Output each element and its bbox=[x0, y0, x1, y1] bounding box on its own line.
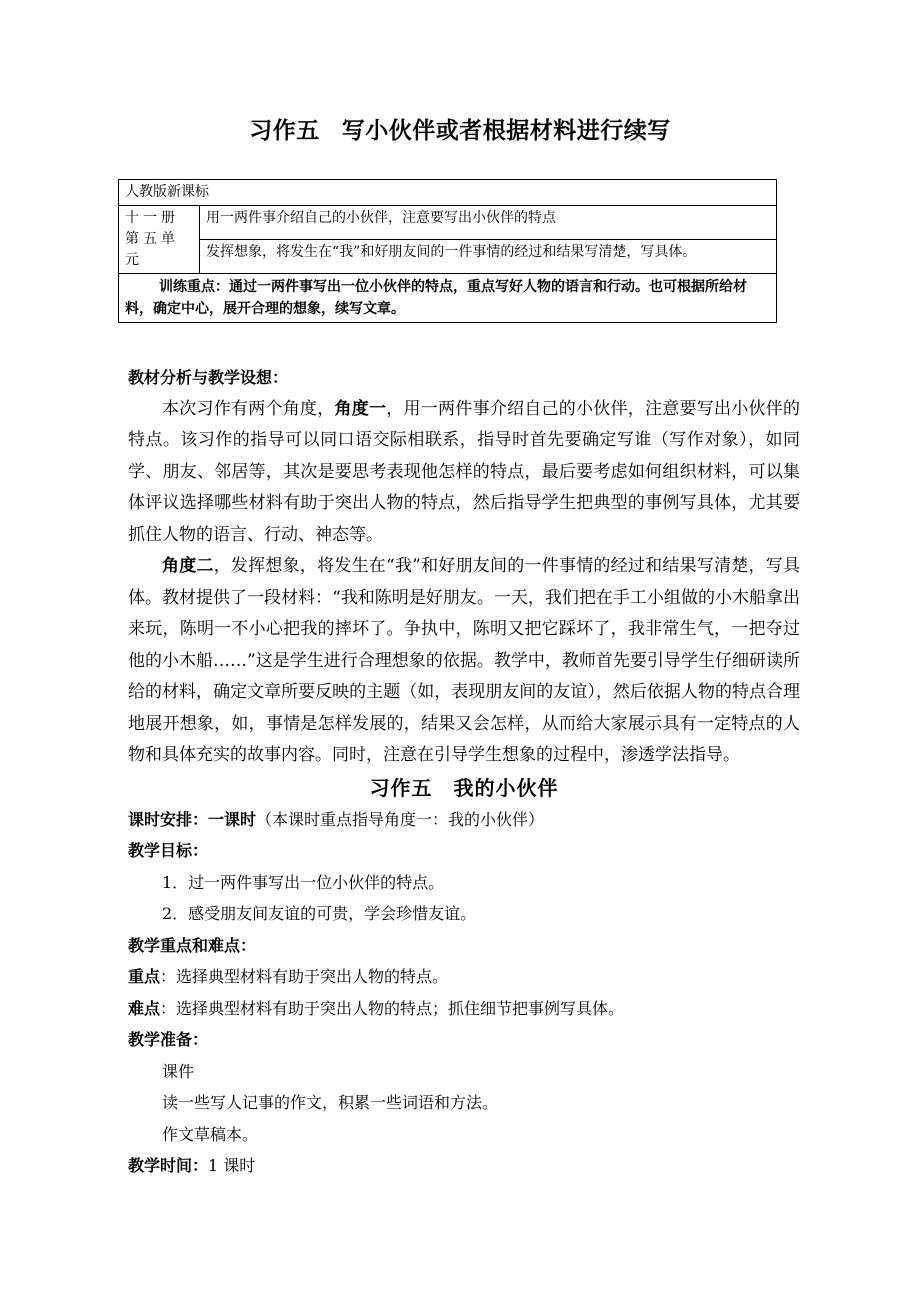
page-title bbox=[0, 112, 920, 145]
goal-item-2: 2．感受朋友间友谊的可贵，学会珍惜友谊。 bbox=[162, 904, 477, 923]
title-strong: 习作五 bbox=[249, 117, 320, 144]
p2-text-b: ，发挥想象，将发生在“我”和好朋友间的一件事情的经过和结果写清楚，写具体。教材提供了一段材料：“我和陈明是好朋友。一天，我们把在手工小组做的小木船拿出来玩，陈明一不小心把我的摔坏了。争执中，陈明又把它踩坏了，我非常生气，一把夺过他的小木船……”这是学生进行合理想象的依据。教学中，教师首先要引导学生仔细研读所给的材料，确定文章所要反映的主题（如，表现朋友间的友谊），然后依据人物的特点合理地展开想象，如，事情是怎样发展的，结果又会怎样，从而给大家展示具有一定特点的人物和具体充实的故事内容。同时，注意在引导学生想象的过程中，渗透学法指导。 bbox=[128, 556, 800, 765]
topic1-cell: 用一两件事介绍自己的小伙伴，注意要写出小伙伴的特点 bbox=[200, 206, 777, 240]
p1-angle-one: 角度一 bbox=[334, 398, 387, 419]
table-row bbox=[119, 206, 777, 240]
goal-item-1: 1．过一两件事写出一位小伙伴的特点。 bbox=[162, 872, 445, 892]
lesson-title: 习作五 我的小伙伴 bbox=[369, 775, 559, 800]
time-value: 1 课时 bbox=[208, 1156, 256, 1175]
schedule-note: （本课时重点指导角度一：我的小伙伴） bbox=[256, 809, 545, 829]
table-row bbox=[119, 180, 777, 206]
p1-text-a: 本次习作有两个角度， bbox=[162, 398, 335, 419]
title-rest: 写小伙伴或者根据材料进行续写 bbox=[341, 117, 671, 144]
time-label: 教学时间： bbox=[128, 1156, 209, 1175]
p1-text-c: ，用一两件事介绍自己的小伙伴，注意要写出小伙伴的特点。该习作的指导可以同口语交际相联系，指导时首先要确定写谁（写作对象），如同学、朋友、邻居等，其次是要思考表现他怎样的特点，最后要考虑如何组织材料，可以集体评议选择哪些材料有助于突出人物的特点，然后指导学生把典型的事例写具体，尤其要抓住人物的语言、行动、神态等。 bbox=[128, 398, 800, 545]
topic2-cell: 发挥想象，将发生在“我”和好朋友间的一件事情的经过和结果写清楚，写具体。 bbox=[200, 240, 777, 274]
key-difficulty-heading: 教学重点和难点： bbox=[128, 935, 257, 955]
schedule-label: 课时安排：一课时 bbox=[128, 809, 257, 829]
analysis-heading: 教材分析与教学设想： bbox=[128, 368, 289, 387]
difficulty-line bbox=[128, 993, 800, 1025]
table-row bbox=[119, 240, 777, 274]
prep-heading: 教学准备： bbox=[128, 1030, 209, 1049]
p2-angle-two: 角度二 bbox=[162, 556, 214, 576]
time-line bbox=[128, 1150, 800, 1182]
difficulty-label: 难点 bbox=[128, 998, 161, 1018]
edition-cell: 人教版新课标 bbox=[119, 180, 777, 206]
document-body bbox=[128, 362, 800, 1182]
analysis-paragraph-1 bbox=[128, 394, 800, 552]
volume-cell: 十一册第五单元 bbox=[119, 206, 200, 274]
difficulty-text: ：选择典型材料有助于突出人物的特点；抓住细节把事例写具体。 bbox=[160, 998, 625, 1018]
key-label: 重点 bbox=[128, 967, 161, 986]
prep-item-3: 作文草稿本。 bbox=[162, 1124, 259, 1144]
table-row bbox=[119, 274, 777, 323]
key-text: ：选择典型材料有助于突出人物的特点。 bbox=[160, 967, 449, 986]
goals-heading: 教学目标： bbox=[128, 841, 209, 860]
key-point-line bbox=[128, 961, 800, 993]
prep-item-1: 课件 bbox=[162, 1061, 195, 1081]
schedule-line bbox=[128, 804, 800, 836]
focus-cell: 训练重点：通过一两件事写出一位小伙伴的特点，重点写好人物的语言和行动。也可根据所给材料，确定中心，展开合理的想象，续写文章。 bbox=[119, 274, 777, 323]
prep-item-2: 读一些写人记事的作文，积累一些词语和方法。 bbox=[162, 1093, 499, 1112]
analysis-paragraph-2 bbox=[128, 551, 800, 772]
info-table bbox=[118, 179, 777, 323]
